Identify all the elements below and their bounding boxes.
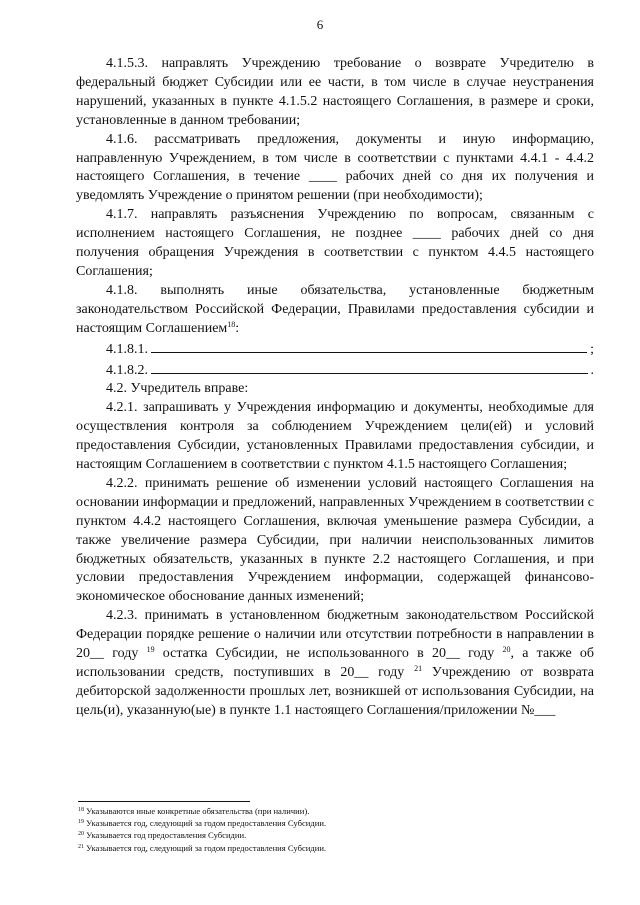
paragraph-4-1-7: 4.1.7. направлять разъяснения Учреждению по вопросам, связанным с исполнением настоящего Соглашения, не позднее ____ рабочих дней со дня получения обращения Учреждения в соответствии с пунктом 4.4.5 настоящего Соглашения; — [76, 207, 594, 279]
footnote-number: 20 — [78, 831, 84, 838]
footnote-20 — [78, 829, 598, 841]
blank-item-end: ; — [590, 341, 594, 357]
footnote-number: 19 — [78, 819, 84, 826]
footnote-text: Указываются иные конкретные обязательства (при наличии). — [84, 806, 310, 816]
paragraph-4-1-6: 4.1.6. рассматривать предложения, документы и иную информацию, направленную Учреждением, в том числе в соответствии с пунктами 4.4.1 - 4.4.2 настоящего Соглашения, в течение ____ рабочих дней со дня их получения и уведомлять Учреждение о принятом решении (при необходимости); — [76, 131, 594, 204]
footnote-ref-18: 18 — [227, 319, 236, 329]
blank-item-4-1-8-2 — [76, 360, 594, 381]
footnote-21 — [78, 842, 598, 854]
blank-item-4-1-8-1 — [76, 339, 594, 360]
paragraph-4-2-3 — [76, 607, 594, 720]
footnote-text: Указывается год, следующий за годом предоставления Субсидии. — [84, 842, 327, 853]
footnote-number: 18 — [78, 807, 84, 813]
paragraph-4-1-8 — [76, 282, 594, 339]
footnote-number: 21 — [78, 843, 84, 850]
paragraph-4-1-8-text: 4.1.8. выполнять иные обязательства, установленные бюджетным законодательством Российской Федерации, Правилами предоставления субсидии и настоящим Соглашением — [76, 282, 594, 336]
footnote-18 — [78, 805, 598, 817]
page-number: 6 — [316, 17, 324, 32]
paragraph-4-2-3-part3: , а также об использовании средств, поступивших в 20__ году — [76, 646, 595, 680]
paragraph-4-2-3-part4: Учреждению от возврата дебиторской задолженности прошлых лет, возникшей от использования Субсидии, на цель(и), указанную(ые) в пункте 1.1 настоящего Соглашения/приложении №___ — [76, 665, 595, 718]
footnote-19 — [78, 817, 598, 829]
paragraph-4-2-3-part2: остатка Субсидии, не использованного в 20__ году — [154, 646, 495, 662]
paragraph-4-1-8-end: : — [235, 320, 240, 336]
footnote-separator — [78, 801, 250, 802]
footnotes — [78, 805, 598, 854]
blank-item-end: . — [590, 362, 594, 378]
blank-fill-line — [151, 339, 587, 353]
footnote-text: Указывается год, следующий за годом предоставления Субсидии. — [84, 818, 327, 829]
paragraph-4-2-2: 4.2.2. принимать решение об изменении условий настоящего Соглашения на основании информации и предложений, направленных Учреждением в соответствии с пунктом 4.4.2 настоящего Соглашения, включая уменьшение размера Субсидии, а также увеличение размера Субсидии, при наличии неиспользованных лимитов бюджетных обязательств, указанных в пункте 2.2 настоящего Соглашения, и при условии предоставления Учреждением информации, содержащей финансово-экономическое обоснование данных изменений; — [76, 475, 594, 605]
blank-item-number: 4.1.8.2. — [106, 362, 148, 378]
blank-item-number: 4.1.8.1. — [106, 341, 148, 357]
footnote-ref-21: 21 — [414, 664, 423, 673]
paragraph-4-2-3-part1: 4.2.3. принимать в установленном бюджетным законодательством Российской Федерации порядке решение о наличии или отсутствии потребности в направлении в 20__ году — [76, 608, 594, 662]
paragraph-4-1-5-3: 4.1.5.3. направлять Учреждению требование о возврате Учредителю в федеральный бюджет Субсидии или ее части, в том числе в случае неустранения нарушений, указанных в пункте 4.1.5.2 настоящего Соглашения, в размере и сроки, установленные в данном требовании; — [76, 56, 594, 128]
footnote-text: Указывается год предоставления Субсидии. — [84, 830, 247, 841]
paragraph-4-2: 4.2. Учредитель вправе: — [106, 381, 249, 397]
footnote-ref-19: 19 — [146, 645, 155, 655]
footnote-ref-20: 20 — [502, 645, 511, 655]
blank-fill-line — [151, 360, 588, 374]
document-body — [76, 55, 594, 721]
paragraph-4-2-1: 4.2.1. запрашивать у Учреждения информацию и документы, необходимые для осуществления контроля за соблюдением Учреждением цели(ей) и условий предоставления Субсидии, установленных Правилами предоставления субсидии, и настоящим Соглашением в соответствии с пунктом 4.1.5 настоящего Соглашения; — [76, 400, 594, 473]
